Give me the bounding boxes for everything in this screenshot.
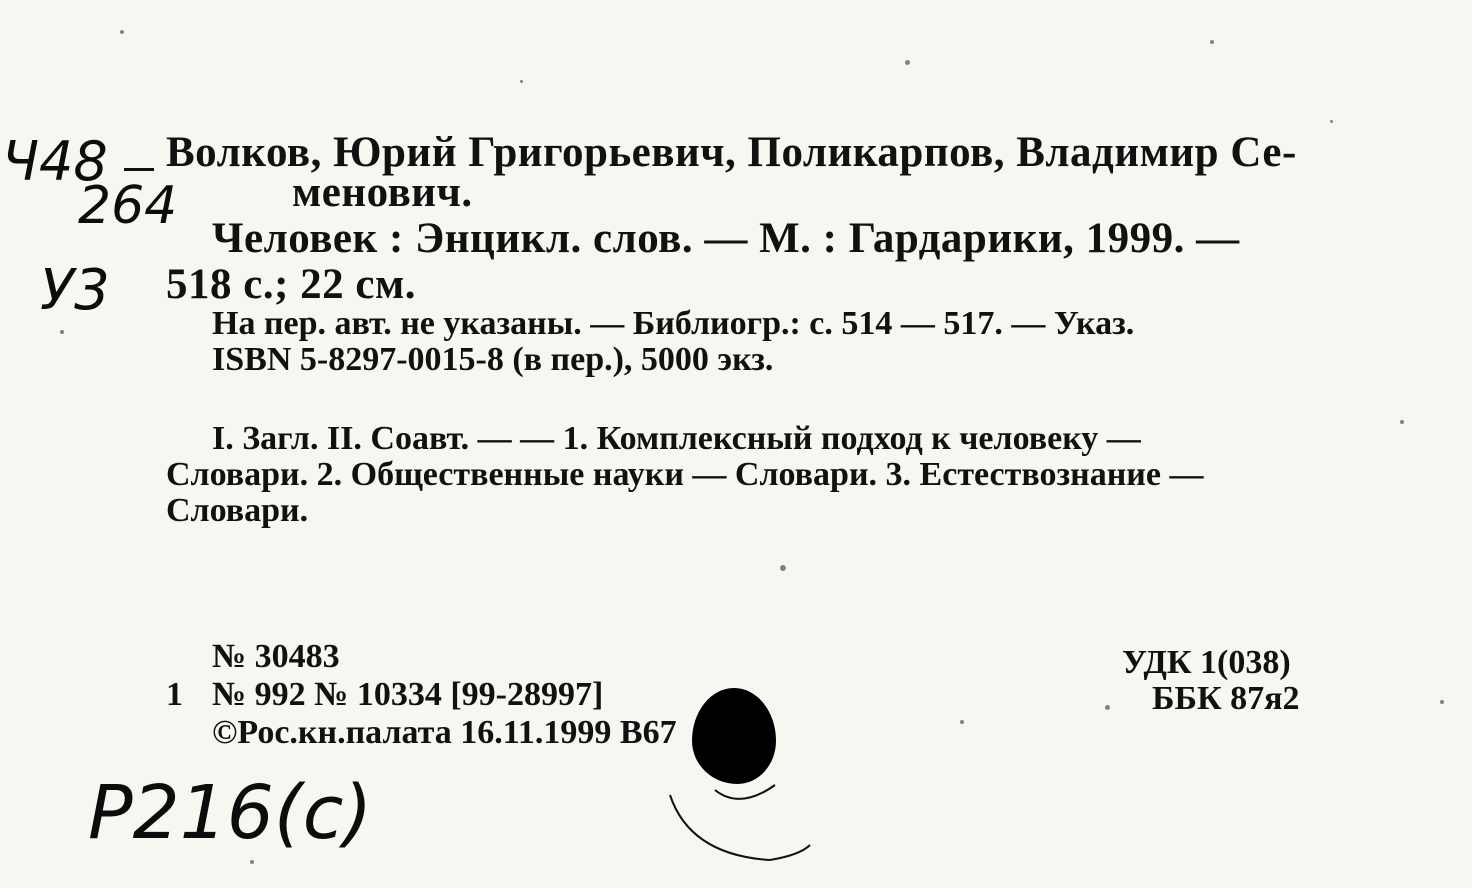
card-number: № 30483 — [212, 638, 340, 675]
speck — [905, 60, 910, 65]
speck — [960, 720, 964, 724]
speck — [780, 565, 786, 571]
ink-curve — [660, 755, 820, 865]
handwritten-inventory: Р216(с) — [88, 770, 373, 856]
handwritten-shelf-mid: 264 — [78, 176, 178, 236]
speck — [1330, 120, 1333, 123]
card-heading-line2: менович. — [292, 169, 473, 216]
handwritten-dash — [124, 168, 154, 171]
card-bbk: ББК 87я2 — [1152, 680, 1300, 717]
handwritten-shelf-top: Ч48 — [2, 130, 108, 193]
handwritten-shelf-code: У3 — [40, 258, 110, 323]
card-tracing-line2: Словари. 2. Общественные науки — Словари. 3. Естествознание — — [166, 456, 1204, 493]
speck — [60, 330, 64, 334]
speck — [250, 860, 254, 864]
speck — [1210, 40, 1214, 44]
card-numbers-line: № 992 № 10334 [99-28997] — [212, 676, 604, 713]
speck — [1400, 420, 1404, 424]
card-tracing-line3: Словари. — [166, 492, 309, 529]
card-copyright: ©Рос.кн.палата 16.11.1999 В67 — [212, 714, 677, 751]
card-tracing-line1: I. Загл. II. Соавт. — — 1. Комплексный подход к человеку — — [212, 420, 1141, 457]
card-notes-line2: ISBN 5-8297-0015-8 (в пер.), 5000 экз. — [212, 341, 774, 378]
speck — [1440, 700, 1444, 704]
speck — [520, 80, 523, 83]
speck — [1105, 705, 1110, 710]
card-udk: УДК 1(038) — [1122, 644, 1291, 681]
card-bullet: 1 — [166, 676, 183, 713]
card-title-line2: 518 с.; 22 см. — [166, 261, 417, 308]
card-title-line1: Человек : Энцикл. слов. — М. : Гардарики, 1999. — — [212, 215, 1240, 262]
card-notes-line1: На пер. авт. не указаны. — Библиогр.: с. 514 — 517. — Указ. — [212, 305, 1135, 342]
card-heading-line1: Волков, Юрий Григорьевич, Поликарпов, Владимир Се- — [166, 129, 1297, 176]
speck — [120, 30, 124, 34]
